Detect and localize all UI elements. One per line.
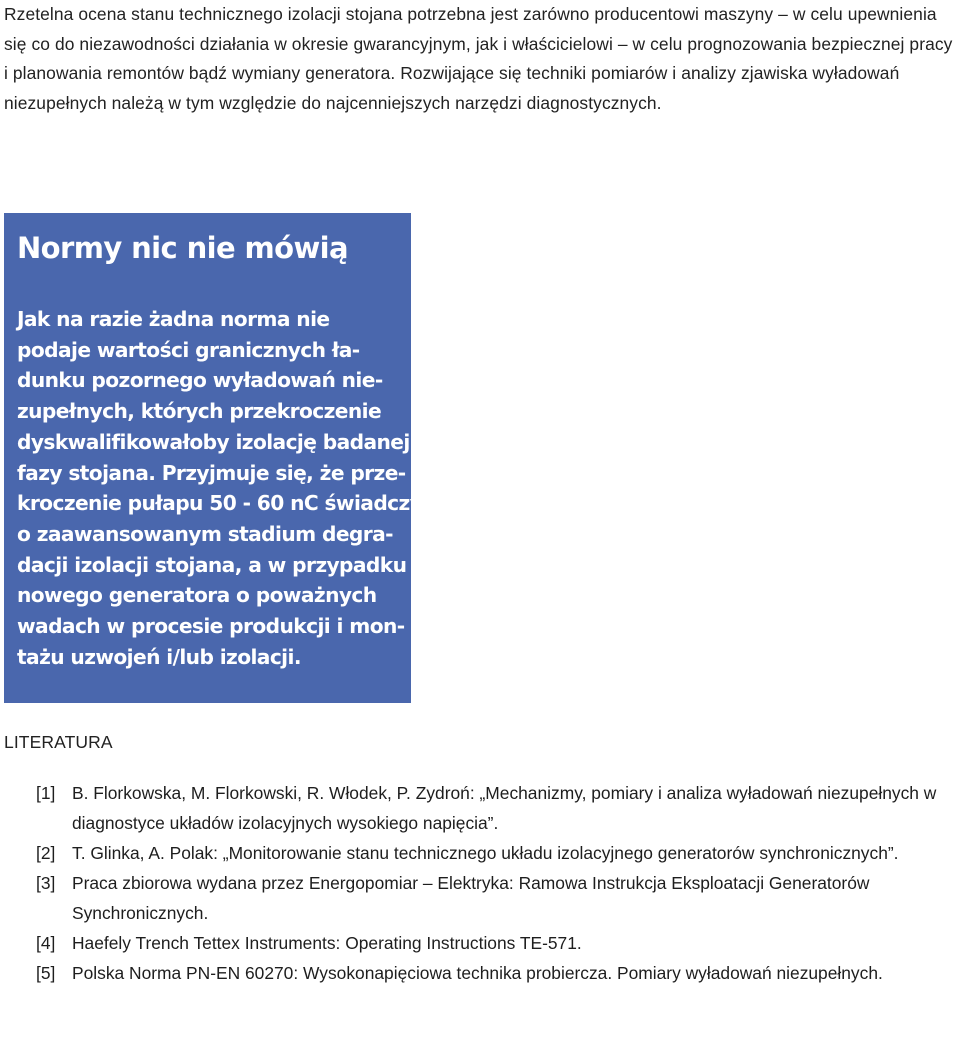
- reference-item: [36, 868, 960, 928]
- infobox-line: podaje wartości granicznych ła-: [17, 337, 360, 362]
- infobox-title: Normy nic nie mówią: [17, 231, 348, 265]
- infobox-line: kroczenie pułapu 50 - 60 nC świadczy: [17, 491, 423, 516]
- infobox-line: o zaawansowanym stadium degra-: [17, 521, 393, 546]
- sidebar-infobox: [4, 213, 423, 703]
- reference-text: Haefely Trench Tettex Instruments: Operating Instructions TE-571.: [72, 933, 582, 953]
- infobox-line: zupełnych, których przekroczenie: [17, 399, 382, 424]
- reference-text: Praca zbiorowa wydana przez Energopomiar – Elektryka: Ramowa Instrukcja Eksploatacji Generatorów Synchronicznych.: [72, 873, 870, 923]
- reference-number: [5]: [36, 963, 56, 983]
- infobox-line: nowego generatora o poważnych: [17, 583, 377, 608]
- literature-heading: LITERATURA: [4, 732, 113, 752]
- infobox-body: [17, 304, 423, 672]
- infobox-line: fazy stojana. Przyjmuje się, że prze-: [17, 460, 406, 485]
- infobox-line: Jak na razie żadna norma nie: [17, 307, 330, 331]
- reference-text: B. Florkowska, M. Florkowski, R. Włodek, P. Zydroń: „Mechanizmy, pomiary i analiza wyładowań niezupełnych w diagnostyce układów izolacyjnych wysokiego napięcia”.: [72, 783, 937, 833]
- reference-item: [36, 778, 960, 838]
- reference-list: [36, 778, 960, 988]
- infobox-line: tażu uzwojeń i/lub izolacji.: [17, 644, 301, 669]
- reference-text: Polska Norma PN-EN 60270: Wysokonapięciowa technika probiercza. Pomiary wyładowań niezupełnych.: [72, 963, 883, 983]
- infobox-line: wadach w procesie produkcji i mon-: [17, 614, 405, 639]
- infobox-line: dyskwalifikowałoby izolację badanej: [17, 429, 410, 454]
- reference-item: [36, 958, 960, 988]
- infobox-line: dacji izolacji stojana, a w przypadku: [17, 552, 407, 577]
- reference-number: [4]: [36, 933, 56, 953]
- reference-number: [3]: [36, 873, 56, 893]
- reference-number: [2]: [36, 843, 56, 863]
- infobox-line: dunku pozornego wyładowań nie-: [17, 368, 383, 393]
- reference-number: [1]: [36, 783, 56, 803]
- intro-paragraph: Rzetelna ocena stanu technicznego izolacji stojana potrzebna jest zarówno producentowi maszyny – w celu upewnienia się co do niezawodności działania w okresie gwarancyjnym, jak i właścicielowi – w celu prognozowania bezpiecznej pracy i planowania remontów bądź wymiany generatora. Rozwijające się techniki pomiarów i analizy zjawiska wyładowań niezupełnych należą w tym względzie do najcenniejszych narzędzi diagnostycznych.: [4, 4, 953, 113]
- reference-item: [36, 838, 960, 868]
- reference-item: [36, 928, 960, 958]
- reference-text: T. Glinka, A. Polak: „Monitorowanie stanu technicznego układu izolacyjnego generatorów synchronicznych”.: [72, 843, 899, 863]
